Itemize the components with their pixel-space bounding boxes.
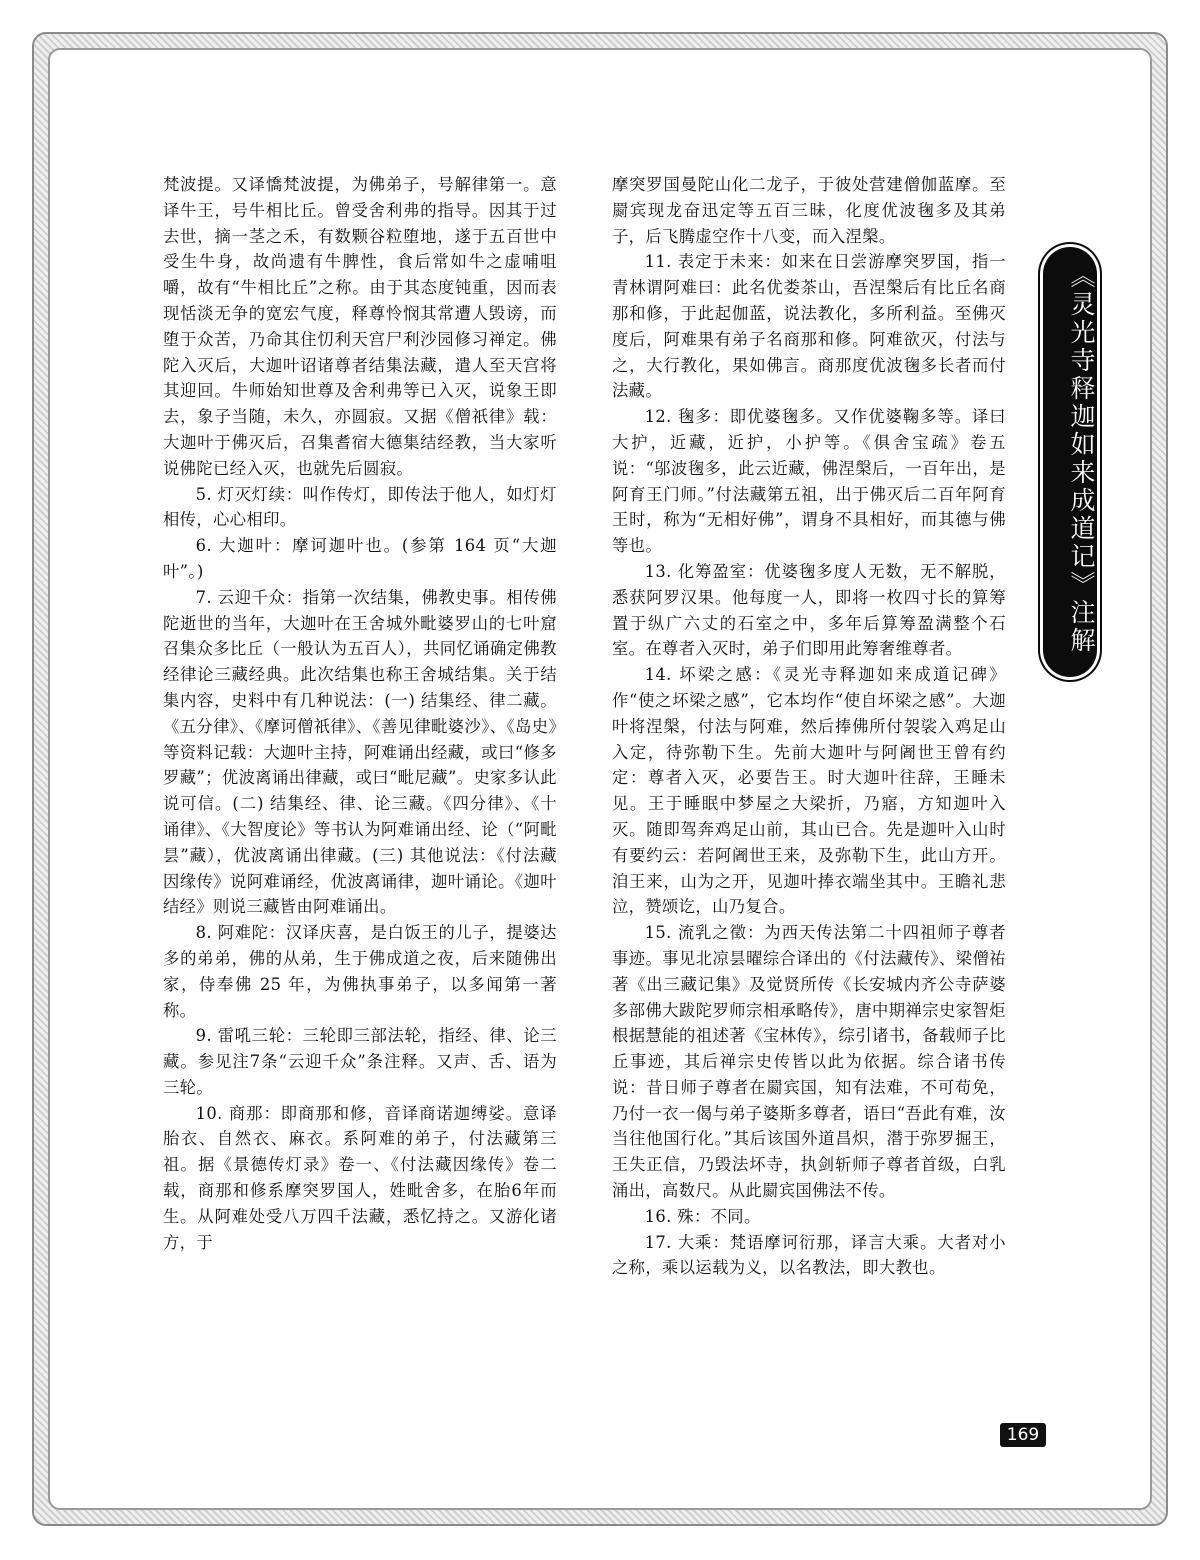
- paragraph: 17. 大乘：梵语摩诃衍那，译言大乘。大者对小之称，乘以运载为义，以名教法，即大教也。: [612, 1232, 1006, 1278]
- paragraph: 11. 表定于未来：如来在日尝游摩突罗国，指一青林谓阿难曰：此名优娄茶山，吾涅槃后有比丘名商那和修，于此起伽蓝，说法教化，多所利益。至佛灭度后，阿难果有弟子名商那和修。阿难欲灭，付法与之，大行教化，果如佛言。商那度优波毱多长者而付法藏。: [612, 252, 1006, 401]
- page-number: 169: [1000, 1423, 1046, 1447]
- paragraph: 6. 大迦叶：摩诃迦叶也。(参第 164 页“大迦叶”。): [163, 536, 557, 581]
- chapter-side-tab: [1043, 247, 1097, 677]
- paragraph: 9. 雷吼三轮：三轮即三部法轮，指经、律、论三藏。参见注7条“云迎千众”条注释。又声、舌、语为三轮。: [163, 1026, 557, 1097]
- paragraph: 14. 坏梁之感：《灵光寺释迦如来成道记碑》作“使之坏梁之感”，它本均作“使自坏梁之感”。大迦叶将涅槃，付法与阿难，然后捧佛所付袈裟入鸡足山入定，待弥勒下生。先前大迦叶与阿阇世王曾有约定：尊者入灭，必要告王。时大迦叶往辞，王睡未见。王于睡眠中梦屋之大梁折，乃寤，方知迦叶入灭。随即驾奔鸡足山前，其山已合。先是迦叶入山时有要约云：若阿阇世王来，及弥勒下生，此山方开。洎王来，山为之开，见迦叶捧衣端坐其中。王瞻礼悲泣，赞颂讫，山乃复合。: [612, 665, 1006, 917]
- paragraph: 梵波提。又译憍梵波提，为佛弟子，号解律第一。意译牛王，号牛相比丘。曾受舍利弗的指导。因其于过去世，摘一茎之禾，有数颗谷粒堕地，遂于五百世中受生牛身，故尚遗有牛脾性，食后常如牛之虚哺咀嚼，故有“牛相比丘”之称。由于其态度钝重，因而表现恬淡无争的宽宏气度，释尊怜悯其常遭人毁谤，而堕于众苦，乃命其住忉利天宫尸利沙园修习禅定。佛陀入灭后，大迦叶诏诸尊者结集法藏，遣人至天宫将其迎回。牛师始知世尊及舍利弗等已入灭，说象王即去，象子当随，未久，亦圆寂。又据《僧祇律》载：大迦叶于佛灭后，召集耆宿大德集结经教，当大家听说佛陀已经入灭，也就先后圆寂。: [163, 175, 557, 478]
- paragraph: 12. 毱多：即优婆毱多。又作优婆鞠多等。译曰大护，近藏，近护，小护等。《俱舍宝疏》卷五说：“邬波毱多，此云近藏，佛涅槃后，一百年出，是阿育王门师。”付法藏第五祖，出于佛灭后二百年阿育王时，称为“无相好佛”，谓身不具相好，而其德与佛等也。: [612, 407, 1006, 556]
- right-text-column: [612, 172, 1006, 1281]
- paragraph: 10. 商那：即商那和修，音译商诺迦缚娑。意译胎衣、自然衣、麻衣。系阿难的弟子，付法藏第三祖。据《景德传灯录》卷一、《付法藏因缘传》卷二载，商那和修系摩突罗国人，姓毗舍多，在胎6年而生。从阿难处受八万四千法藏，悉忆持之。又游化诸方，于: [163, 1103, 557, 1252]
- paragraph: 5. 灯灭灯续：叫作传灯，即传法于他人，如灯灯相传，心心相印。: [163, 484, 557, 530]
- chapter-side-tab-title: 《灵光寺释迦如来成道记》注解: [1067, 263, 1096, 655]
- paragraph: 摩突罗国曼陀山化二龙子，于彼处营建僧伽蓝摩。至罽宾现龙奋迅定等五百三昧，化度优波毱多及其弟子，后飞腾虚空作十八变，而入涅槃。: [612, 175, 1006, 246]
- paragraph: 13. 化筹盈室：优婆毱多度人无数，无不解脱，悉获阿罗汉果。他每度一人，即将一枚四寸长的算筹置于纵广六丈的石室之中，多年后算筹盈满整个石室。在尊者入灭时，弟子们即用此筹奢维尊者。: [612, 561, 1006, 659]
- paragraph: 15. 流乳之徵：为西天传法第二十四祖师子尊者事迹。事见北凉昙曜综合译出的《付法藏传》、梁僧祐著《出三藏记集》及觉贤所传《长安城内齐公寺萨婆多部佛大跋陀罗师宗相承略传》，唐中期禅宗史家智炬根据慧能的祖述著《宝林传》，综引诸书，备载师子比丘事迹，其后禅宗史传皆以此为依据。综合诸书传说：昔日师子尊者在罽宾国，知有法难，不可苟免，乃付一衣一偈与弟子婆斯多尊者，语曰“吾此有难，汝当往他国行化。”其后该国外道昌炽，潜于弥罗掘王，王失正信，乃毁法坏寺，执剑斩师子尊者首级，白乳涌出，高数尺。从此罽宾国佛法不传。: [612, 923, 1006, 1201]
- paragraph: 8. 阿难陀：汉译庆喜，是白饭王的儿子，提婆达多的弟弟，佛的从弟，生于佛成道之夜，后来随佛出家，侍奉佛 25 年，为佛执事弟子，以多闻第一著称。: [163, 923, 557, 1020]
- paragraph: 7. 云迎千众：指第一次结集，佛教史事。相传佛陀逝世的当年，大迦叶在王舍城外毗婆罗山的七叶窟召集众多比丘（一般认为五百人），共同忆诵确定佛教经律论三藏经典。此次结集也称王舍城结集。关于结集内容，史料中有几种说法：(一) 结集经、律二藏。《五分律》、《摩诃僧祇律》、《善见律毗婆沙》、《岛史》等资料记载：大迦叶主持，阿难诵出经藏，或曰“修多罗藏”；优波离诵出律藏，或曰“毗尼藏”。史家多认此说可信。(二) 结集经、律、论三藏。《四分律》、《十诵律》、《大智度论》等书认为阿难诵出经、论（“阿毗昙”藏），优波离诵出律藏。(三) 其他说法：《付法藏因缘传》说阿难诵经，优波离诵律，迦叶诵论。《迦叶结经》则说三藏皆由阿难诵出。: [163, 587, 557, 917]
- left-text-column: [163, 172, 557, 1255]
- paragraph: 16. 殊：不同。: [644, 1206, 761, 1226]
